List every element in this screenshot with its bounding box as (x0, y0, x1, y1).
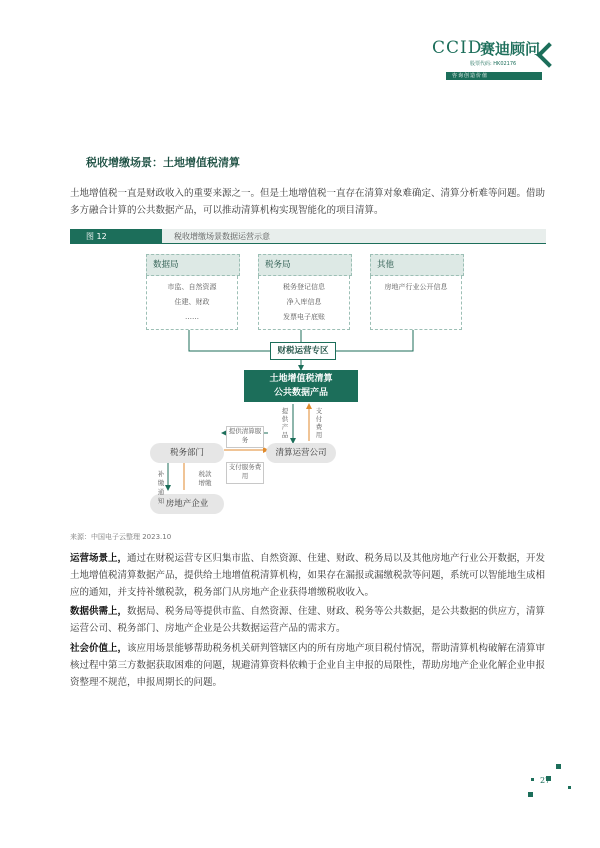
paragraph-lead: 运营场景上， (70, 553, 128, 564)
category-datagov-header: 数据局 (146, 254, 240, 276)
decor-square (528, 792, 533, 797)
node-tax-dept: 税务部门 (150, 443, 224, 463)
category-datagov-body (146, 276, 238, 330)
figure-title: 税收增缴场景数据运营示意 (174, 232, 270, 241)
paragraph-lead: 数据供需上， (70, 606, 128, 617)
paragraph-text: 数据局、税务局等提供市监、自然资源、住建、财政、税务等公共数据，是公共数据的供应方，清算运营公司、税务部门、房地产企业是公共数据运营产品的需求方。 (70, 606, 546, 634)
product-line-2: 公共数据产品 (273, 388, 328, 398)
label-pay-fee: 支付费用 (315, 407, 323, 439)
page-number: 27 (540, 776, 551, 785)
figure-number: 图 12 (86, 232, 107, 241)
label-provide-product: 提供产品 (281, 407, 289, 439)
category-taxbureau-header: 税务局 (258, 254, 352, 276)
label-notify: 补缴通知 (157, 470, 165, 505)
product-box (244, 370, 358, 402)
line-other-hub (334, 330, 413, 351)
paragraph-text: 该应用场景能够帮助税务机关研判管辖区内的所有房地产项目税付情况，帮助清算机构破解在清算审核过程中第三方数据获取困难的问题，规避清算资料依赖于企业自主申报的局限性，帮助房地产企业化解企业申报资整理不规范，申报周期长的问题。 (70, 643, 546, 688)
category-item: 净入库信息 (286, 298, 322, 306)
section-title: 税收增缴场景：土地增值税清算 (86, 156, 240, 169)
line-datagov-hub (189, 330, 270, 351)
stock-code: 股票代码: HK02176 (470, 61, 517, 67)
logo-cn: 赛迪顾问 (480, 40, 541, 58)
node-realestate: 房地产企业 (150, 494, 224, 514)
hub-box: 财税运营专区 (270, 342, 336, 360)
product-line-1: 土地增值税清算 (269, 374, 333, 384)
figure-source: 来源：中国电子云整理 2023.10 (70, 533, 172, 541)
category-item: 房地产行业公开信息 (384, 283, 448, 291)
category-item: …… (185, 313, 199, 321)
category-item: 市监、自然资源 (167, 283, 217, 291)
category-item: 税务登记信息 (283, 283, 325, 291)
category-item: 住建、财政 (174, 298, 210, 306)
decor-square (568, 786, 571, 789)
logo-en: CCID (432, 38, 483, 58)
category-other-body (370, 276, 462, 330)
node-clearing-co: 清算运营公司 (266, 443, 336, 463)
category-taxbureau-body (258, 276, 350, 330)
label-provide-service: 提供清算服务 (226, 426, 264, 448)
intro-paragraph: 土地增值税一直是财政收入的重要来源之一。但是土地增值税一直存在清算对象难确定、清算分析难等问题。借助多方融合计算的公共数据产品，可以推动清算机构实现智能化的项目清算。 (70, 188, 546, 216)
category-item: 发票电子底账 (283, 313, 325, 321)
paragraph-social-value (70, 640, 546, 691)
decor-square (556, 764, 561, 769)
label-pay-tax: 税款增缴 (198, 470, 212, 487)
paragraph-lead: 社会价值上， (70, 643, 128, 654)
paragraph-text: 通过在财税运营专区归集市监、自然资源、住建、财政、税务局以及其他房地产行业公开数据，开发土地增值税清算数据产品，提供给土地增值税清算机构，如果存在漏报或漏缴税款等问题，系统可以智能地生成相应的通知，并支持补缴税款，税务部门从房地产企业获得增缴税收收入。 (70, 553, 546, 598)
paragraph-operation (70, 550, 546, 601)
slogan: 咨询创造价值 (452, 73, 489, 79)
label-pay-service-fee: 支付服务费用 (226, 462, 264, 484)
paragraph-supply-demand (70, 603, 546, 637)
decor-square (531, 778, 534, 781)
category-other-header: 其他 (370, 254, 464, 276)
